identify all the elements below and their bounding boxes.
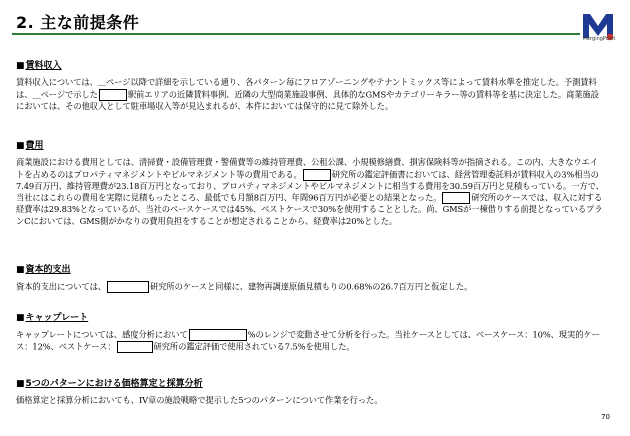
section-body: 賃料収入については、＿ページ以降で詳細を示している通り、各パターン毎にフロアゾーニングやテナントミックス等によって賃料水準を推定した。予測賃料は、＿ページで示した 駅前エリアの近隣賃料事例、近隣の大型商業施設事例、具体的なGMSやカテゴリーキラー等の賃料等を基に決定した。商業施設においては、その他収入として駐車場収入等が見込まれるが、本件においては保守的に見て除外した。 <box>16 77 599 111</box>
section-five-patterns <box>16 376 604 407</box>
redacted-box <box>107 281 149 293</box>
section-cap-rate <box>16 310 604 353</box>
section-rental-income <box>16 58 604 112</box>
section-body: キャップレートについては、感度分析において %のレンジで変動させて分析を行った。当社ケースとしては、ベースケース：10%、現実的ケース：12%、ベストケース： 研究所の鑑定評価で使用されている7.5%を使用した。 <box>16 329 600 352</box>
square-bullet-icon: ■ <box>16 379 25 389</box>
redacted-box <box>303 169 331 181</box>
redacted-box <box>189 329 247 341</box>
section-body: 価格算定と採算分析においても、IV章の施設戦略で提示した5つのパターンについて作業を行った。 <box>16 395 383 405</box>
square-bullet-icon: ■ <box>16 141 25 151</box>
section-expenses <box>16 138 604 228</box>
square-bullet-icon: ■ <box>16 313 25 323</box>
section-heading: ■資本的支出 <box>16 265 71 275</box>
square-bullet-icon: ■ <box>16 61 25 71</box>
page-title: 2. 主な前提条件 <box>16 13 140 32</box>
section-body: 資本的支出については、 研究所のケースと同様に、建物再調達原価見積もりの0.68%の26.7百万円と仮定した。 <box>16 281 473 292</box>
logo-text: MergingPoint <box>582 36 616 42</box>
square-bullet-icon: ■ <box>16 265 25 275</box>
redacted-box <box>442 192 470 204</box>
page-number: 70 <box>601 413 610 421</box>
redacted-box <box>117 341 153 353</box>
section-heading: ■5つのパターンにおける価格算定と採算分析 <box>16 379 203 389</box>
section-heading: ■キャップレート <box>16 313 89 323</box>
title-underline <box>12 33 612 35</box>
section-capex <box>16 262 604 293</box>
redacted-box <box>99 89 127 101</box>
section-body: 商業施設における費用としては、清掃費・設備管理費・警備費等の維持管理費、公租公課、小規模修繕費、損害保険料等が指摘される。この内、大きなウエイトを占めるのはプロパティマネジメントやビルマネジメント等の費用である。 研究所の鑑定評価書においては、経営管理委託料が賃料収入の3%相当の7.49百万円、維持管理費が23.18百万円となっており、プロパティマネジメントやビルマネジメントに相当する費用を30.59百万円と見積もっている。一方で、当社にはこれらの費用を実際に見積もったところ、最低でも月額8百万円、年間96百万円が必要との結果となった。 研究所のケースでは、収入に対する経費率は29.83%となっているが、当社のベースケースでは45%、ベストケースで30%を使用することとした。尚、GMSが一棟借りする前提となっているプランCにおいては、GMS側がかなりの費用負担をすることが想定されることから、経費率は20%とした。 <box>16 157 604 226</box>
section-heading: ■賃料収入 <box>16 61 62 71</box>
section-heading: ■費用 <box>16 141 44 151</box>
